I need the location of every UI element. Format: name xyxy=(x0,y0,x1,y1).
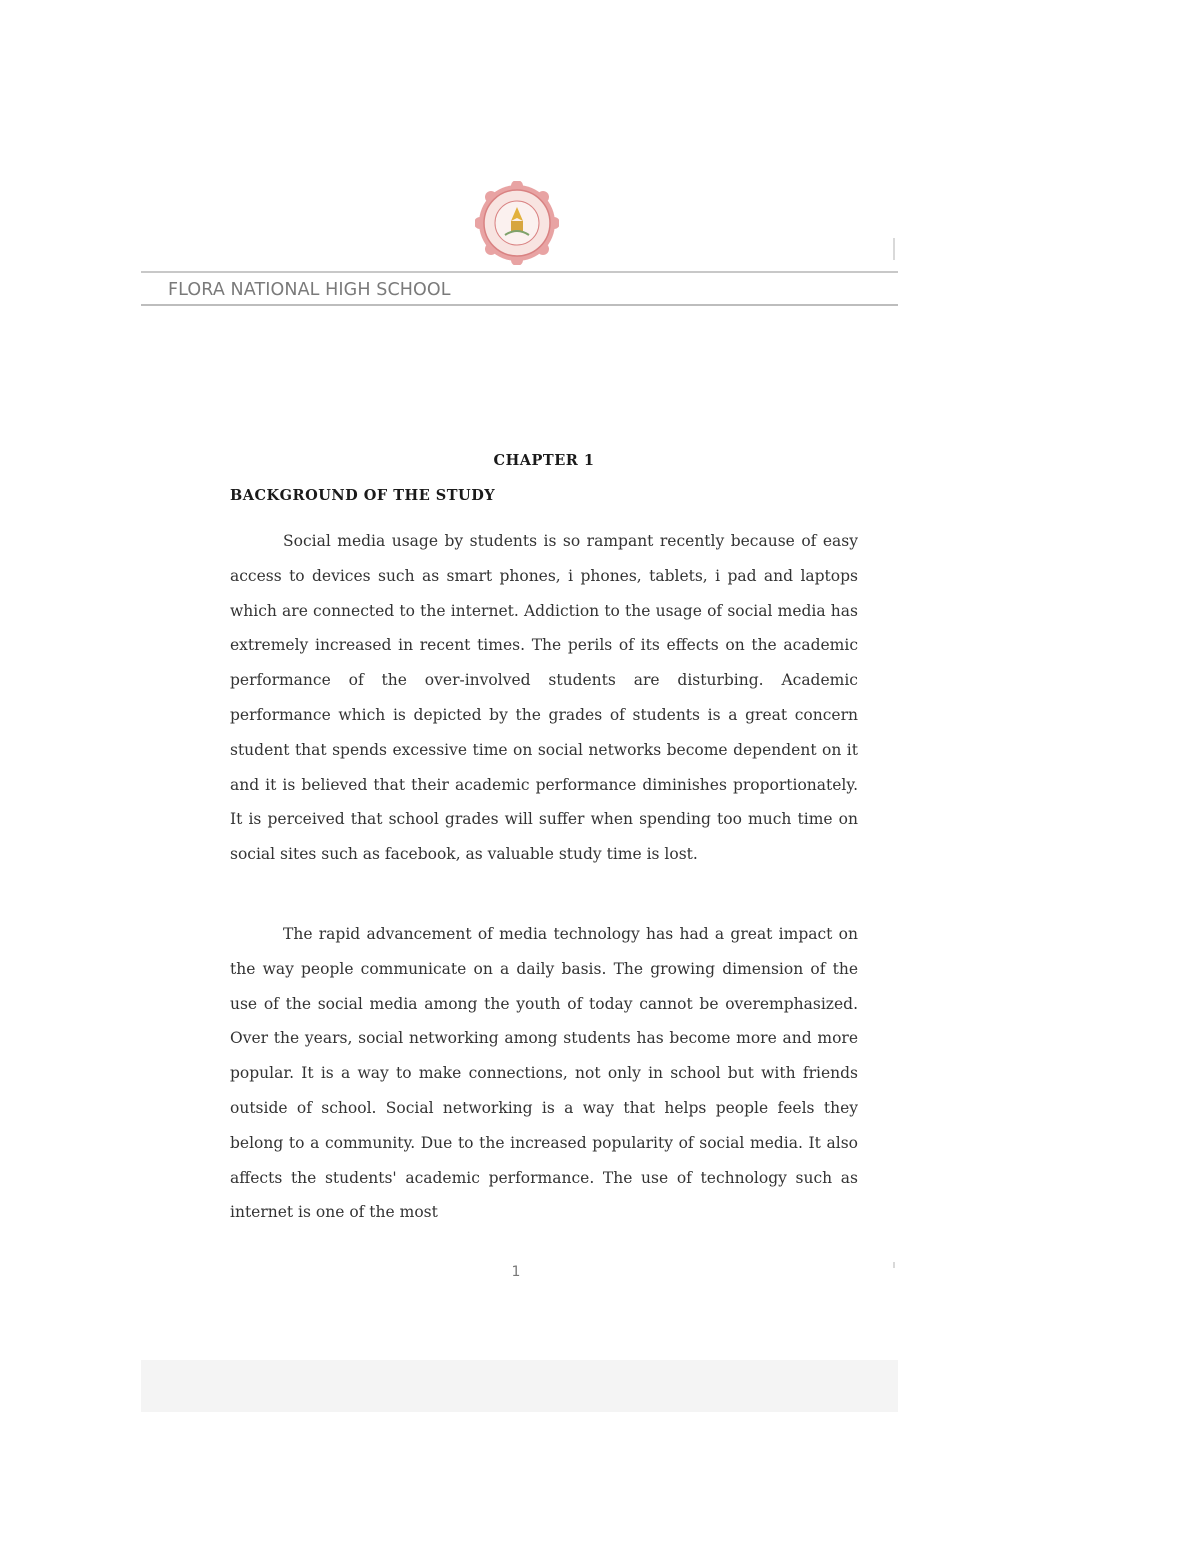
margin-mark xyxy=(893,1262,895,1268)
school-name: FLORA NATIONAL HIGH SCHOOL xyxy=(168,280,451,300)
header-rule-bottom xyxy=(141,304,898,306)
page-number: 1 xyxy=(511,1264,521,1280)
chapter-title: CHAPTER 1 xyxy=(493,452,595,469)
section-heading: BACKGROUND OF THE STUDY xyxy=(230,487,496,504)
header-rule-top xyxy=(141,271,898,273)
paragraph-text: Social media usage by students is so rampant recently because of easy access to devices such as smart phones, i phones, tablets, i pad and laptops which are connected to the internet. Addiction to the usage of social media has extremely increased in recent times. The perils of its effects on the academic performance of the over-involved students are disturbing. Academic performance which is depicted by the grades of students is a great concern student that spends excessive time on social networks become dependent on it and it is believed that their academic performance diminishes proportionately. It is perceived that school grades will suffer when spending too much time on social sites such as facebook, as valuable study time is lost. xyxy=(230,532,858,864)
body-paragraph-2 xyxy=(230,917,858,1230)
footer-band xyxy=(141,1360,898,1412)
paragraph-text: The rapid advancement of media technology has had a great impact on the way people communicate on a daily basis. The growing dimension of the use of the social media among the youth of today cannot be overemphasized. Over the years, social networking among students has become more and more popular. It is a way to make connections, not only in school but with friends outside of school. Social networking is a way that helps people feels they belong to a community. Due to the increased popularity of social media. It also affects the students' academic performance. The use of technology such as internet is one of the most xyxy=(230,925,858,1222)
margin-mark xyxy=(893,238,895,260)
school-seal-icon xyxy=(475,181,559,265)
body-paragraph-1 xyxy=(230,524,858,872)
